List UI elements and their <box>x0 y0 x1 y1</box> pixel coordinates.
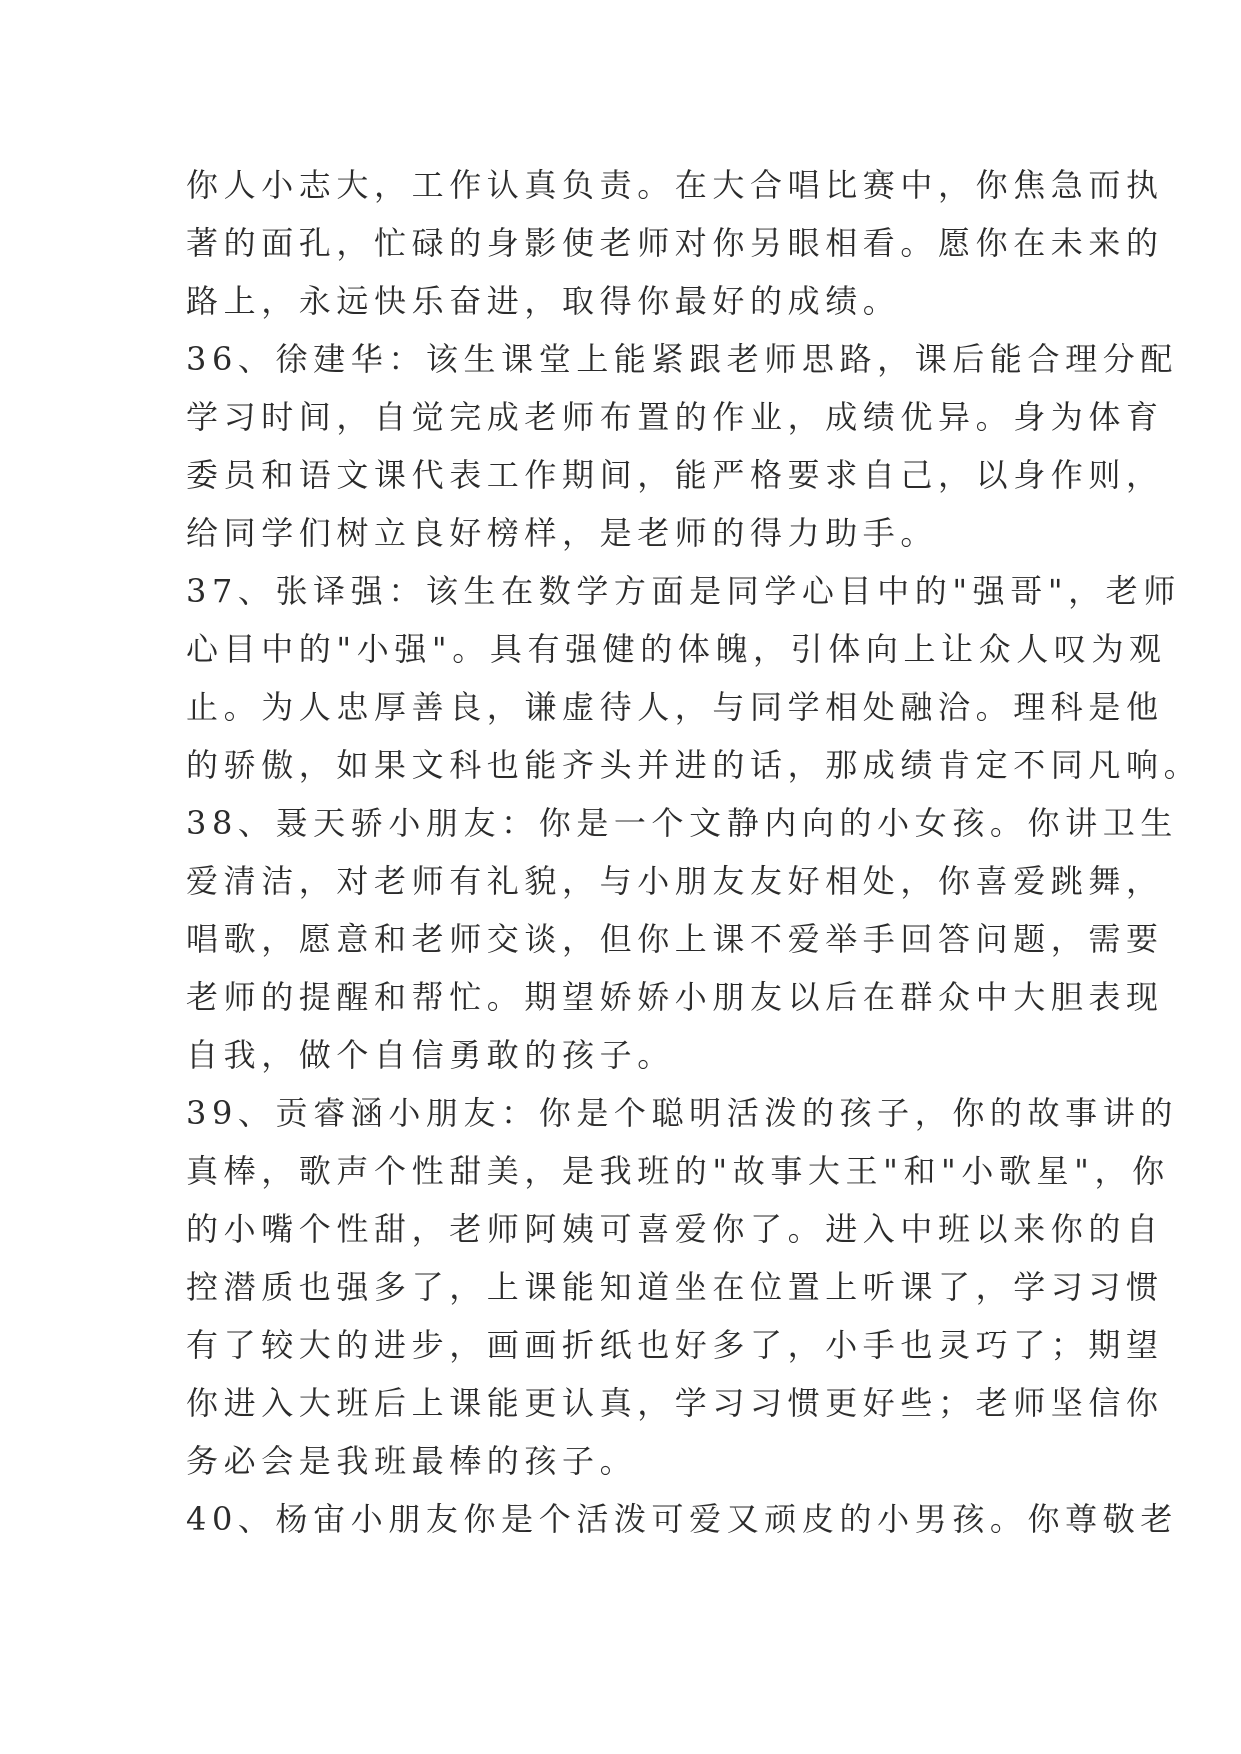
text-line: 唱歌，愿意和老师交谈，但你上课不爱举手回答问题，需要 <box>186 920 1164 958</box>
text-line: 给同学们树立良好榜样，是老师的得力助手。 <box>186 514 939 552</box>
text-line: 有了较大的进步，画画折纸也好多了，小手也灵巧了；期望 <box>186 1326 1164 1364</box>
text-line: 路上，永远快乐奋进，取得你最好的成绩。 <box>186 282 901 320</box>
text-line: 真棒，歌声个性甜美，是我班的"故事大王"和"小歌星"，你 <box>186 1152 1170 1190</box>
text-line: 你人小志大，工作认真负责。在大合唱比赛中，你焦急而执 <box>186 166 1164 204</box>
text-line: 务必会是我班最棒的孩子。 <box>186 1442 638 1480</box>
entry-40-start: 40、杨宙小朋友你是个活泼可爱又顽皮的小男孩。你尊敬老 <box>186 1500 1178 1538</box>
text-line: 控潜质也强多了，上课能知道坐在位置上听课了，学习习惯 <box>186 1268 1164 1306</box>
text-line: 自我，做个自信勇敢的孩子。 <box>186 1036 675 1074</box>
text-line: 你进入大班后上课能更认真，学习习惯更好些；老师坚信你 <box>186 1384 1164 1422</box>
entry-36-start: 36、徐建华：该生课堂上能紧跟老师思路，课后能合理分配 <box>186 340 1178 378</box>
text-line: 委员和语文课代表工作期间，能严格要求自己，以身作则， <box>186 456 1164 494</box>
entry-37-start: 37、张译强：该生在数学方面是同学心目中的"强哥"，老师 <box>186 572 1181 610</box>
text-line: 心目中的"小强"。具有强健的体魄，引体向上让众人叹为观 <box>186 630 1167 668</box>
text-line: 的骄傲，如果文科也能齐头并进的话，那成绩肯定不同凡响。 <box>186 746 1202 784</box>
text-line: 学习时间，自觉完成老师布置的作业，成绩优异。身为体育 <box>186 398 1164 436</box>
text-line: 著的面孔，忙碌的身影使老师对你另眼相看。愿你在未来的 <box>186 224 1164 262</box>
text-line: 止。为人忠厚善良，谦虚待人，与同学相处融洽。理科是他 <box>186 688 1164 726</box>
entry-38-start: 38、聂天骄小朋友：你是一个文静内向的小女孩。你讲卫生 <box>186 804 1178 842</box>
text-line: 爱清洁，对老师有礼貌，与小朋友友好相处，你喜爱跳舞， <box>186 862 1164 900</box>
text-line: 的小嘴个性甜，老师阿姨可喜爱你了。进入中班以来你的自 <box>186 1210 1164 1248</box>
text-line: 老师的提醒和帮忙。期望娇娇小朋友以后在群众中大胆表现 <box>186 978 1164 1016</box>
entry-39-start: 39、贡睿涵小朋友：你是个聪明活泼的孩子，你的故事讲的 <box>186 1094 1178 1132</box>
document-body <box>186 156 1202 1548</box>
